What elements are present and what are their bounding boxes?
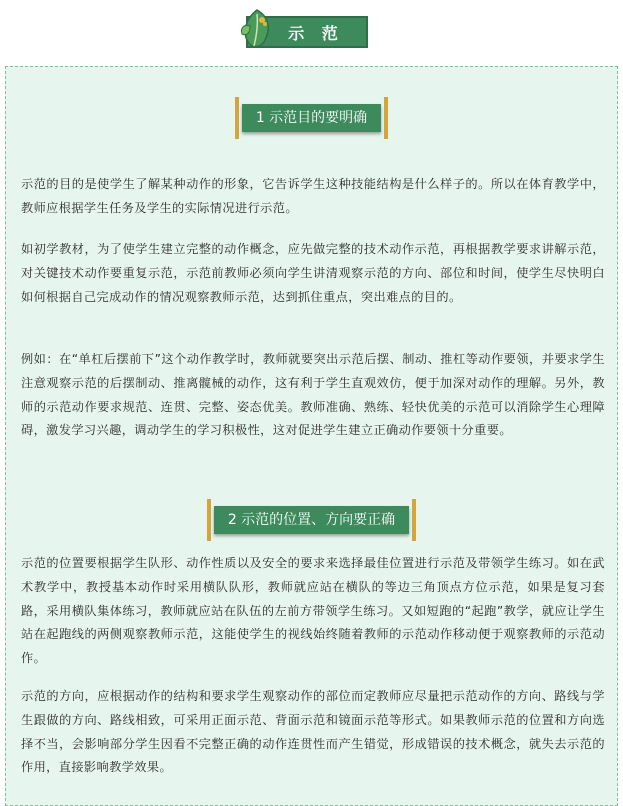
header [0,6,623,56]
section-1-heading-wrap [0,104,623,132]
section-2-heading: 2 示范的位置、方向要正确 [214,506,409,534]
leaf-icon [238,6,276,54]
section-1-paragraph-3: 例如：在“单杠后摆前下”这个动作教学时，教师就要突出示范后摆、制动、推杠等动作要领，并要求学生注意观察示范的后摆制动、推离髋械的动作，这有利于学生直观效仿，便于加深对动作的理解。另外，教师的示范动作要求规范、连贯、完整、姿态优美。教师准确、熟练、轻快优美的示范可以消除学生心理障碍，激发学习兴趣，调动学生的学习积极性，这对促进学生建立正确动作要领十分重要。 [21,352,605,438]
section-1-paragraph-1: 示范的目的是使学生了解某种动作的形象，它告诉学生这种技能结构是什么样子的。所以在体育教学中，教师应根据学生任务及学生的实际情况进行示范。 [21,177,605,215]
header-title: 示 范 [246,16,368,48]
section-1-heading: 1 示范目的要明确 [242,104,381,132]
section-1-paragraph-2: 如初学教材，为了使学生建立完整的动作概念，应先做完整的技术动作示范，再根据教学要求讲解示范，对关键技术动作要重复示范，示范前教师必须向学生讲清观察示范的方向、部位和时间，使学生尽快明白如何根据自己完成动作的情况观察教师示范，达到抓住重点，突出难点的目的。 [21,242,605,304]
section-2-paragraph-1: 示范的位置要根据学生队形、动作性质以及安全的要求来选择最佳位置进行示范及带领学生练习。如在武术教学中，教授基本动作时采用横队队形，教师就应站在横队的等边三角顶点方位示范，如果是复习套路，采用横队集体练习，教师就应站在队伍的左前方带领学生练习。又如短跑的“起跑”教学，就应让学生站在起跑线的两侧观察教师示范，这能使学生的视线始终随着教师的示范动作移动便于观察教师的示范动作。 [21,556,605,666]
section-2-heading-wrap [0,506,623,534]
section-2-paragraph-2: 示范的方向，应根据动作的结构和要求学生观察动作的部位而定教师应尽量把示范动作的方向、路线与学生跟做的方向、路线相致，可采用正面示范、背面示范和镜面示范等形式。如果教师示范的位置和方向选择不当，会影响部分学生因看不完整正确的动作连贯性而产生错觉，形成错误的技术概念，就失去示范的作用，直接影响教学效果。 [21,689,605,775]
